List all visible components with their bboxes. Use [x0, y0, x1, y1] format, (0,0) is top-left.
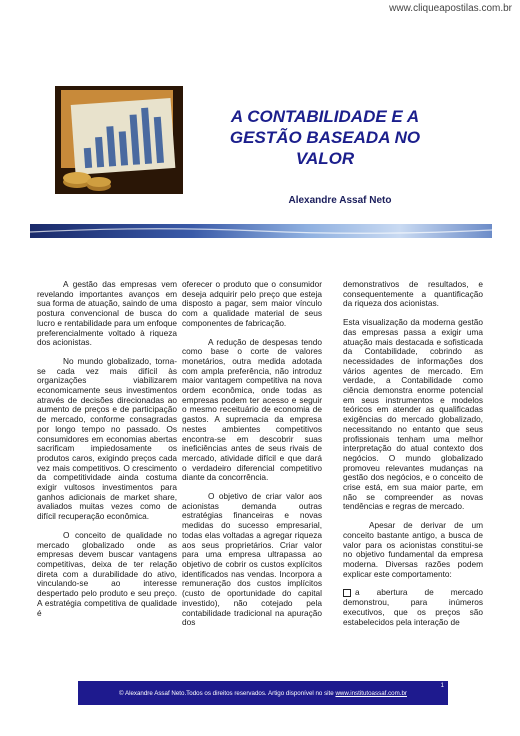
bullet-text: a abertura de mercado demonstrou, para inúmeros executivos, que os preços são estabelecidos pela interação de: [343, 587, 483, 627]
watermark: www.cliqueapostilas.com.br: [389, 3, 512, 14]
column-3: [343, 280, 483, 636]
title-line-3: VALOR: [295, 149, 355, 168]
article-body: [37, 280, 489, 678]
page-title: [205, 106, 445, 169]
copyright-text: © Alexandre Assaf Neto.Todos os direitos reservados. Artigo disponível no site: [119, 690, 336, 697]
column-2: [182, 280, 322, 637]
paragraph: A redução de despesas tendo como base o corte de valores monetários, outra medida adotada com ampla preferência, não introduz maior vantagem competitiva na nova ordem econômica, onde todas as empresas podem ter acesso e seguir o mesmo receituário de economia de gastos. A supremacia da empresa nestes ambientes competitivos encontra-se em descobrir suas ineficiências antes de seus rivais de mercado, atividade difícil e que dará o verdadeiro diferencial competitivo diante da concorrência.: [182, 336, 322, 483]
paragraph: O conceito de qualidade no mercado globalizado onde as empresas devem buscar vantagens competitivas, deixa de ter relação direta com a durabilidade do ativo, vinculando-se ao interesse despertado pelo produto e seu preço. A estratégia competitiva de qualidade é: [37, 529, 177, 618]
paragraph: demonstrativos de resultados, e consequentemente a quantificação da riqueza dos acionistas.: [343, 279, 483, 309]
decorative-banner: [30, 224, 492, 238]
paragraph: Esta visualização da moderna gestão das empresas passa a exigir uma atuação mais destacada e sofisticada da Contabilidade, cobrindo as necessidades de informações dos vários agentes de mercado. Em verdade, a Contabilidade como ciência demonstra enorme potencial em seus instrumentos e modelos teóricos em atender as qualificadas exigências do mercado globalizado, necessitando no entanto que seus profissionais tenham uma melhor interpretação do atual contexto dos negócios. O mundo globalizado promoveu relevantes mudanças na gestão dos negócios, e o conceito de crise está, em sua maior parte, em não se compreender as novas tendências e regras de mercado.: [343, 317, 483, 512]
bullet-item: [343, 588, 483, 627]
column-1: [37, 280, 177, 627]
footer-bar: [78, 681, 448, 705]
site-link[interactable]: www.institutoassaf.com.br: [335, 690, 407, 697]
copyright-notice: [78, 690, 448, 697]
header-photo: [55, 86, 183, 194]
paragraph: Apesar de derivar de um conceito bastante antigo, a busca de valor para os acionistas constitui-se no objetivo fundamental da empresa moderna. Diversas razões podem explicar este comportamento:: [343, 520, 483, 579]
title-line-2: GESTÃO BASEADA NO: [229, 128, 421, 147]
paragraph: A gestão das empresas vem revelando importantes avanços em sua forma de atuação, saindo de uma postura convencional de busca do lucro e rentabilidade para um enfoque preferencialmente voltado à riqueza dos acionistas.: [37, 279, 177, 348]
paragraph: O objetivo de criar valor aos acionistas demanda outras estratégias financeiras e novas medidas do sucesso empresarial, todas elas voltadas a agregar riqueza aos seus proprietários. Criar valor para uma empresa ultrapassa ao objetivo de cobrir os custos explícitos identificados nas vendas. Incorpora a remuneração dos custos implícitos (custo de oportunidade do capital investido), não cotejado pela contabilidade tradicional na apuração dos: [182, 491, 322, 628]
paragraph: No mundo globalizado, torna-se cada vez mais difícil às organizações viabilizarem economicamente seus investimentos através de decisões direcionadas ao aumento de preços e de participação de mercado, conforme consagradas por longo tempo no passado. Os consumidores em economias abertas sacrificam impiedosamente os produtos caros, exigindo preços cada vez mais competitivos. O crescimento da competitividade ainda costuma exigir vultosos investimentos para ganhos adicionais de market share, avaliados muitas vezes como de difícil recuperação econômica.: [37, 355, 177, 522]
page-number: 1: [440, 683, 444, 689]
author-name: Alexandre Assaf Neto: [288, 195, 392, 206]
checkbox-bullet-icon: [343, 589, 351, 597]
paragraph: oferecer o produto que o consumidor deseja adquirir pelo preço que esteja disposto a pagar, sem maior vínculo com a qualidade material de seus componentes de fabricação.: [182, 279, 322, 328]
title-line-1: A CONTABILIDADE E A: [230, 107, 420, 126]
